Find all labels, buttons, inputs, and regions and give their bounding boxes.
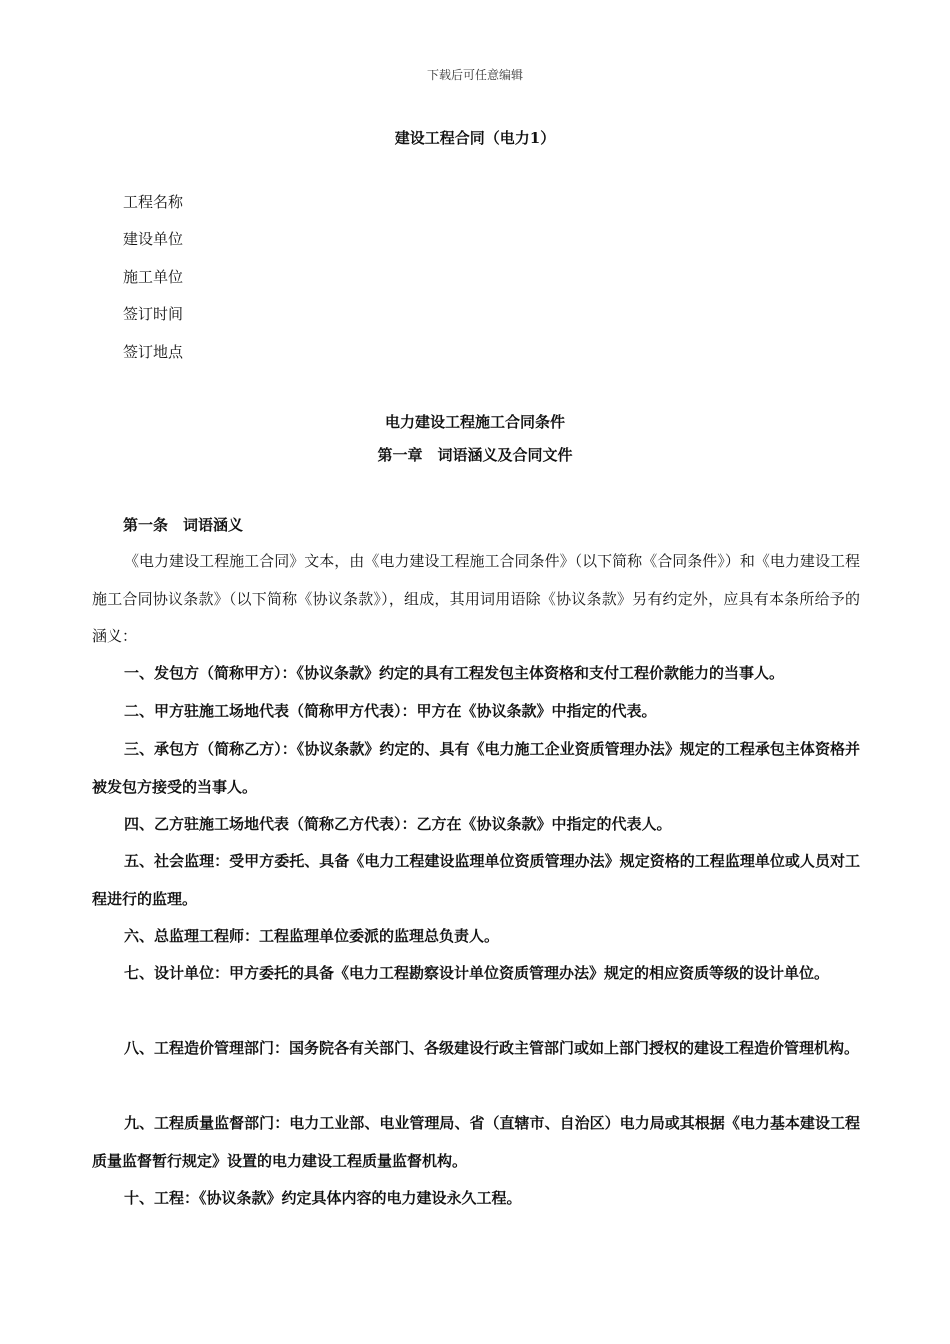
definition-4: 四、乙方驻施工场地代表（简称乙方代表）：乙方在《协议条款》中指定的代表人。 <box>124 815 672 833</box>
document-title: 建设工程合同（电力1） <box>394 129 556 147</box>
definition-8: 八、工程造价管理部门：国务院各有关部门、各级建设行政主管部门或如上部门授权的建设工程造价管理机构。 <box>124 1039 860 1057</box>
definition-5: 五、社会监理：受甲方委托、具备《电力工程建设监理单位资质管理办法》规定资格的工程监理单位或人员对工程进行的监理。 <box>92 852 860 908</box>
intro-paragraph: 《电力建设工程施工合同》文本，由《电力建设工程施工合同条件》（以下简称《合同条件》）和《电力建设工程施工合同协议条款》（以下简称《协议条款》），组成，其用词用语除《协议条款》另有约定外，应具有本条所给予的涵义： <box>92 552 860 645</box>
header-note: 下载后可任意编辑 <box>426 68 523 82</box>
field-signing-place: 签订地点 <box>123 342 184 361</box>
contract-field-list <box>123 190 183 377</box>
field-contractor-unit: 施工单位 <box>123 267 184 286</box>
definition-2: 二、甲方驻施工场地代表（简称甲方代表）：甲方在《协议条款》中指定的代表。 <box>124 702 657 720</box>
definition-9: 九、工程质量监督部门：电力工业部、电业管理局、省（直辖市、自治区）电力局或其根据《电力基本建设工程质量监督暂行规定》设置的电力建设工程质量监督机构。 <box>92 1114 860 1170</box>
field-project-name: 工程名称 <box>123 193 184 211</box>
definition-1: 一、发包方（简称甲方）：《协议条款》约定的具有工程发包主体资格和支付工程价款能力的当事人。 <box>124 664 785 682</box>
field-owner-unit: 建设单位 <box>123 230 184 249</box>
definition-3: 三、承包方（简称乙方）：《协议条款》约定的、具有《电力施工企业资质管理办法》规定的工程承包主体资格并被发包方接受的当事人。 <box>92 740 860 796</box>
definition-10: 十、工程：《协议条款》约定具体内容的电力建设永久工程。 <box>124 1189 522 1207</box>
definition-7: 七、设计单位：甲方委托的具备《电力工程勘察设计单位资质管理办法》规定的相应资质等级的设计单位。 <box>124 964 830 982</box>
definition-6: 六、总监理工程师：工程监理单位委派的监理总负责人。 <box>124 927 500 945</box>
field-signing-time: 签订时间 <box>123 305 184 324</box>
chapter-title: 第一章 词语涵义及合同文件 <box>377 446 573 464</box>
article-heading: 第一条 词语涵义 <box>123 516 244 534</box>
section-title: 电力建设工程施工合同条件 <box>384 413 565 431</box>
